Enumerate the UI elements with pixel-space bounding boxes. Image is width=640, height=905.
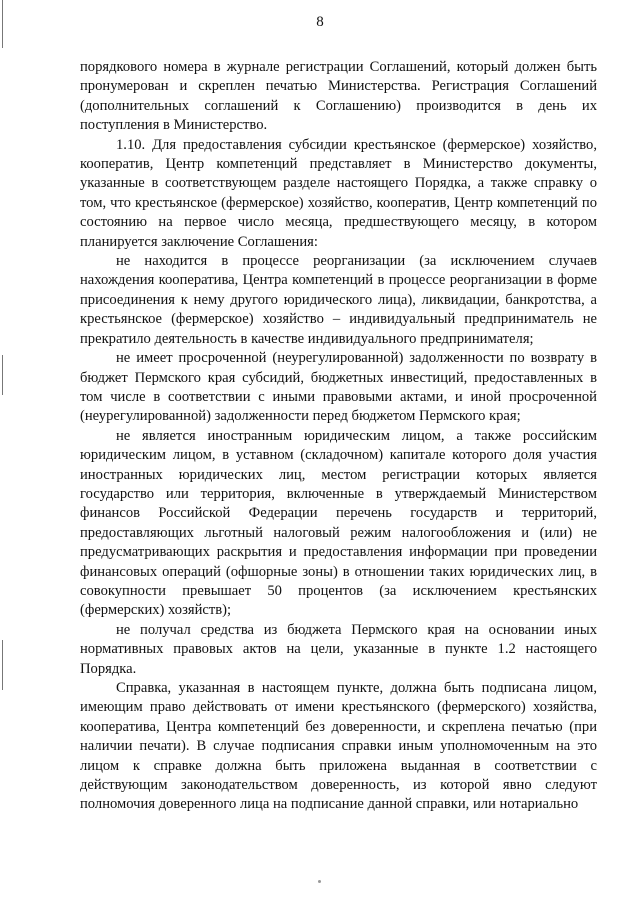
paragraph: порядкового номера в журнале регистрации Соглашений, который должен быть пронумерован и скреплен печатью Министерства. Регистрация Соглашений (дополнительных соглашений к Соглашению) производится в день их поступления в Министерство. — [80, 59, 597, 134]
scan-edge-mark — [2, 355, 3, 395]
paragraph: Справка, указанная в настоящем пункте, должна быть подписана лицом, имеющим право действовать от имени крестьянского (фермерского) хозяйства, кооператива, Центра компетенций без доверенности, и скреплена печатью (при наличии печати). В случае подписания справки иным уполномоченным на это лицом к справке должна быть приложена выданная в соответствии с действующим законодательством доверенность, из которой явно следуют полномочия доверенного лица на подписание данной справки, или нотариально — [80, 680, 597, 813]
page-number: 8 — [316, 14, 324, 30]
scan-speck — [318, 880, 321, 883]
paragraph: не получал средства из бюджета Пермского края на основании иных нормативных правовых актов на цели, указанные в пункте 1.2 настоящего Порядка. — [80, 621, 597, 677]
paragraph: 1.10. Для предоставления субсидии крестьянское (фермерское) хозяйство, кооператив, Центр компетенций представляет в Министерство документы, указанные в соответствующем разделе настоящего Порядка, а также справку о том, что крестьянское (фермерское) хозяйство, кооператив, Центр компетенций по состоянию на первое число месяца, предшествующего месяцу, в котором планируется заключение Соглашения: — [80, 136, 597, 250]
body-text — [80, 58, 597, 815]
scan-edge-mark — [2, 640, 3, 690]
paragraph: не имеет просроченной (неурегулированной) задолженности по возврату в бюджет Пермского края субсидий, бюджетных инвестиций, предоставленных в том числе в соответствии с иными правовыми актами, и иной просроченной (неурегулированной) задолженности перед бюджетом Пермского края; — [80, 350, 597, 425]
paragraph: не находится в процессе реорганизации (за исключением случаев нахождения кооператива, Центра компетенций в процессе реорганизации в форме присоединения к нему другого юридического лица), ликвидации, банкротства, а крестьянское (фермерское) хозяйство – индивидуальный предприниматель не прекратило деятельность в качестве индивидуального предпринимателя; — [80, 253, 597, 347]
paragraph: не является иностранным юридическим лицом, а также российским юридическим лицом, в уставном (складочном) капитале которого доля участия иностранных юридических лиц, местом регистрации которых является государство или территория, включенные в утверждаемый Министерством финансов Российской Федерации перечень государств и территорий, предоставляющих льготный налоговый режим налогообложения и (или) не предусматривающих раскрытия и предоставления информации при проведении финансовых операций (офшорные зоны) в отношении таких юридических лиц, в совокупности превышает 50 процентов (за исключением крестьянских (фермерских) хозяйств); — [80, 427, 597, 619]
